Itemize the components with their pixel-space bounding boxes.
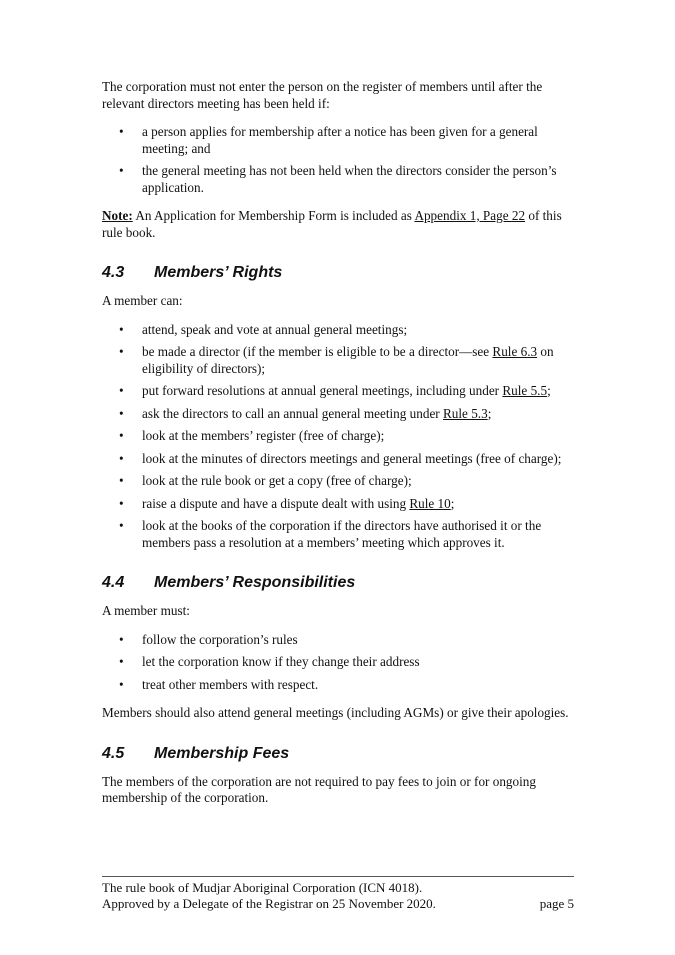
list-item-text: a person applies for membership after a notice has been given for a general meeting; and xyxy=(142,124,538,156)
members-responsibilities-lead: A member must: xyxy=(102,603,190,618)
footer-line-1: The rule book of Mudjar Aboriginal Corporation (ICN 4018). xyxy=(102,880,423,895)
list-item-text: be made a director (if the member is eligible to be a director—see Rule 6.3 on eligibility of directors); xyxy=(142,344,554,376)
section-title: Membership Fees xyxy=(154,744,290,762)
note-label: Note: xyxy=(102,208,133,223)
bullet-icon: • xyxy=(119,473,124,488)
section-number: 4.5 xyxy=(102,744,125,762)
list-item-text: look at the members’ register (free of charge); xyxy=(142,428,385,443)
members-responsibilities-list xyxy=(102,632,574,694)
footer-line-2: Approved by a Delegate of the Registrar on 25 November 2020. xyxy=(102,896,436,911)
bullet-icon: • xyxy=(119,428,124,443)
list-item xyxy=(102,406,574,423)
section-number: 4.4 xyxy=(102,574,125,591)
rule-5-3-link[interactable]: Rule 5.3 xyxy=(443,405,488,421)
rule-10-link[interactable]: Rule 10 xyxy=(409,495,451,511)
bullet-icon: • xyxy=(119,405,124,421)
members-rights-lead: A member can: xyxy=(102,293,183,308)
intro-paragraph: The corporation must not enter the person on the register of members until after the relevant directors meeting has been held if: xyxy=(102,79,543,111)
list-item xyxy=(102,322,574,339)
footer-row xyxy=(102,896,574,912)
bullet-icon: • xyxy=(119,518,124,533)
list-item xyxy=(102,451,574,468)
document-page xyxy=(102,79,574,819)
section-title: Members’ Rights xyxy=(154,264,283,281)
bullet-icon: • xyxy=(119,383,124,398)
list-item xyxy=(102,383,574,400)
bullet-icon: • xyxy=(119,631,124,647)
bullet-icon: • xyxy=(119,495,124,511)
page-footer xyxy=(102,876,574,912)
rule-5-5-link[interactable]: Rule 5.5 xyxy=(502,383,548,398)
list-item-text: treat other members with respect. xyxy=(142,676,319,692)
list-item-text: follow the corporation’s rules xyxy=(142,631,298,647)
members-closing-paragraph: Members should also attend general meetings (including AGMs) or give their apologies. xyxy=(102,705,569,720)
bullet-icon: • xyxy=(119,321,124,337)
section-heading-4-3 xyxy=(102,263,574,283)
membership-fees-paragraph: The members of the corporation are not required to pay fees to join or for ongoing membership of the corporation. xyxy=(102,773,536,805)
list-item-text: let the corporation know if they change their address xyxy=(142,654,420,669)
bullet-icon: • xyxy=(119,163,124,178)
members-rights-list xyxy=(102,322,574,552)
bullet-icon: • xyxy=(119,676,124,692)
bullet-icon: • xyxy=(119,344,124,359)
note-text-end: of this rule book. xyxy=(102,208,562,240)
intro-bullet-list xyxy=(102,124,574,196)
list-item xyxy=(102,163,574,196)
bullet-icon: • xyxy=(119,124,124,139)
list-item xyxy=(102,518,574,551)
bullet-icon: • xyxy=(119,654,124,669)
bullet-icon: • xyxy=(119,450,124,466)
section-heading-4-5 xyxy=(102,744,574,764)
list-item-text: the general meeting has not been held when the directors consider the person’s application. xyxy=(142,163,557,195)
rule-6-3-link[interactable]: Rule 6.3 xyxy=(492,344,538,359)
section-heading-4-4 xyxy=(102,573,574,593)
list-item-text: look at the books of the corporation if the directors have authorised it or the members pass a resolution at a members’ meeting which approves it. xyxy=(142,518,542,550)
list-item-text: look at the minutes of directors meetings and general meetings (free of charge); xyxy=(142,450,562,466)
list-item-text: attend, speak and vote at annual general meetings; xyxy=(142,321,408,337)
list-item xyxy=(102,496,574,513)
list-item xyxy=(102,473,574,490)
list-item-text: raise a dispute and have a dispute dealt with using Rule 10; xyxy=(142,495,455,511)
list-item xyxy=(102,428,574,445)
section-title: Members’ Responsibilities xyxy=(154,574,356,591)
list-item-text: ask the directors to call an annual general meeting under Rule 5.3; xyxy=(142,405,492,421)
note-text: An Application for Membership Form is included as xyxy=(132,208,415,223)
note-paragraph xyxy=(102,208,574,241)
section-number: 4.3 xyxy=(102,264,125,281)
page-number: page 5 xyxy=(539,896,574,911)
list-item-text: put forward resolutions at annual general meetings, including under Rule 5.5; xyxy=(142,383,551,398)
list-item xyxy=(102,344,574,377)
list-item xyxy=(102,654,574,671)
list-item xyxy=(102,677,574,694)
list-item xyxy=(102,632,574,649)
list-item-text: look at the rule book or get a copy (free of charge); xyxy=(142,473,412,488)
list-item xyxy=(102,124,574,157)
appendix-link[interactable]: Appendix 1, Page 22 xyxy=(414,208,526,223)
